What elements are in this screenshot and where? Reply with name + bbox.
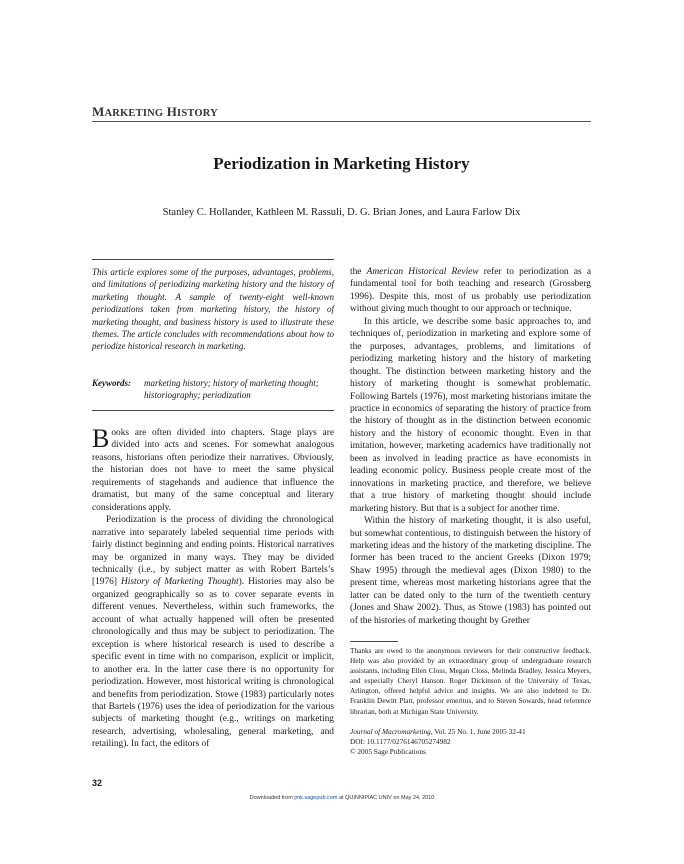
page-number: 32 (92, 778, 103, 788)
paragraph-text: refer to periodization as a fundamental tool for both teaching and research (Grossberg 1996). Despite this, most of us probably use periodization without giving much thought to our approach or technique. (350, 267, 591, 315)
abstract: This article explores some of the purposes, advantages, problems, and limitations of periodizing marketing history and the history of marketing thought. A sample of twenty-eight well-known periodizations taken from marketing history, the history of marketing thought, and business history is used to illustrate these themes. The article concludes with recommendations about how to periodize historical research in marketing. (92, 267, 334, 352)
paragraph (92, 514, 334, 751)
journal-doi: DOI: 10.1177/0276146705274982 (350, 737, 451, 747)
keywords-block (92, 377, 334, 402)
paragraph: In this article, we describe some basic approaches to, and techniques of, periodization in marketing and explore some of the purposes, advantages, problems, and limitations of periodizing marketing history and the history of marketing thought. The distinction between marketing history and the history of marketing thought is somewhat problematic. Following Bartels (1976), most marketing historians imitate the practice in economics of separating the history of practice from the history of thought as in the distinction between economic history and the history of economic thought. Even in that imitation, however, marketing academics have traditionally not been as involved in leading practice as have economists in leading economic policy. Business people create most of the innovations in marketing practice, and therefore, we believe that a true history of marketing thought should include marketing history. But that is a subject for another time. (350, 316, 591, 514)
keywords-label: Keywords: (92, 378, 131, 388)
keywords-bottom-rule (92, 410, 334, 411)
journal-details: , Vol. 25 No. 1, June 2005 32-41 (430, 727, 526, 736)
journal-copyright: © 2005 Sage Publications (350, 747, 426, 757)
section-heading-initial-2: H (166, 104, 178, 119)
keywords-value: marketing history; history of marketing thought; historiography; periodization (144, 378, 319, 401)
footnote: Thanks are owed to the anonymous reviewers for their constructive feedback. Help was also provided by an extraordinary group of undergraduate research assistants, including Ellen Closs, Megan Closs, Melinda Bradley, Jessica Meyers, and especially Cheryl Hanson. Roger Dickinson of the University of Texas, Arlington, offered helpful advice and insights. We are also indebted to Dr. Franklin Dewitt Platt, professor emeritus, and to Steven Sowards, head reference librarian, both at Michigan State University. (350, 646, 591, 716)
download-suffix: at QUINNIPIAC UNIV on May 24, 2010 (337, 795, 435, 801)
left-column-body (92, 424, 334, 751)
download-link[interactable]: jmk.sagepub.com (294, 795, 338, 801)
footnote-rule (350, 641, 398, 642)
download-notice (0, 795, 684, 801)
paragraph-text: Periodization is the process of dividing the chronological narrative into separately labeled sequential time periods with fairly distinct beginning and ending points. Historical narratives may be organized in many ways. They may be divided technically (i.e., by subject matter as with Robert Bartels’s [1976] (92, 515, 334, 588)
paragraph-text: the (350, 267, 367, 277)
paragraph (350, 266, 591, 316)
journal-name: Journal of Macromarketing (350, 727, 431, 736)
journal-title: American Historical Review (366, 267, 479, 277)
journal-info (350, 727, 591, 757)
paragraph-text: ooks are often divided into chapters. Stage plays are divided into acts and scenes. For somewhat analogous reasons, historians often periodize their narratives. Obviously, the historian does not have to meet the same physical requirements of stagehands and audience that influence the dramatist, but many of the same conceptual and literary considerations apply. (92, 428, 334, 513)
paragraph-text: ). Histories may also be organized geographically so as to cover separate events in different venues. Nevertheless, within such frameworks, the account of what actually happened will often be presented chronologically and thus may be subject to periodization. The exception is where historical research is used to describe a specific event in time with no comparison, explicit or implicit, to another era. In the latter case there is no opportunity for periodization. However, most historical writing is chronological and benefits from periodization. Stowe (1983) particularly notes that Bartels (1976) uses the idea of periodization for the various subjects of marketing thought (e.g., writings on marketing research, advertising, wholesaling, general marketing, and retailing). In fact, the editors of (92, 577, 334, 750)
right-column-body (350, 266, 591, 627)
drop-cap: B (92, 424, 110, 453)
abstract-top-rule (92, 259, 334, 260)
book-title: History of Marketing Thought (120, 577, 239, 588)
journal-citation (350, 727, 591, 737)
download-prefix: Downloaded from (249, 795, 295, 801)
paragraph: Within the history of marketing thought, it is also useful, but somewhat contentious, to distinguish between the history of marketing ideas and the history of the marketing discipline. The former has been traced to the ancient Greeks (Dixon 1979; Shaw 1995) through the medieval ages (Dixon 1980) to the present time, whereas most marketing historians agree that the latter can be dated only to the turn of the twentieth century (Jones and Shaw 2002). Thus, as Stowe (1983) has pointed out of the histories of marketing thought by Grether (350, 516, 591, 626)
section-heading-word-2: ISTORY (177, 108, 218, 119)
section-rule (92, 121, 591, 122)
section-heading-initial-1: M (92, 104, 105, 119)
section-heading-word-1: ARKETING (104, 108, 164, 119)
article-authors: Stanley C. Hollander, Kathleen M. Rassuli, D. G. Brian Jones, and Laura Farlow Dix (162, 207, 521, 218)
paragraph (92, 424, 334, 514)
article-title: Periodization in Marketing History (213, 154, 470, 173)
section-heading (92, 104, 218, 120)
